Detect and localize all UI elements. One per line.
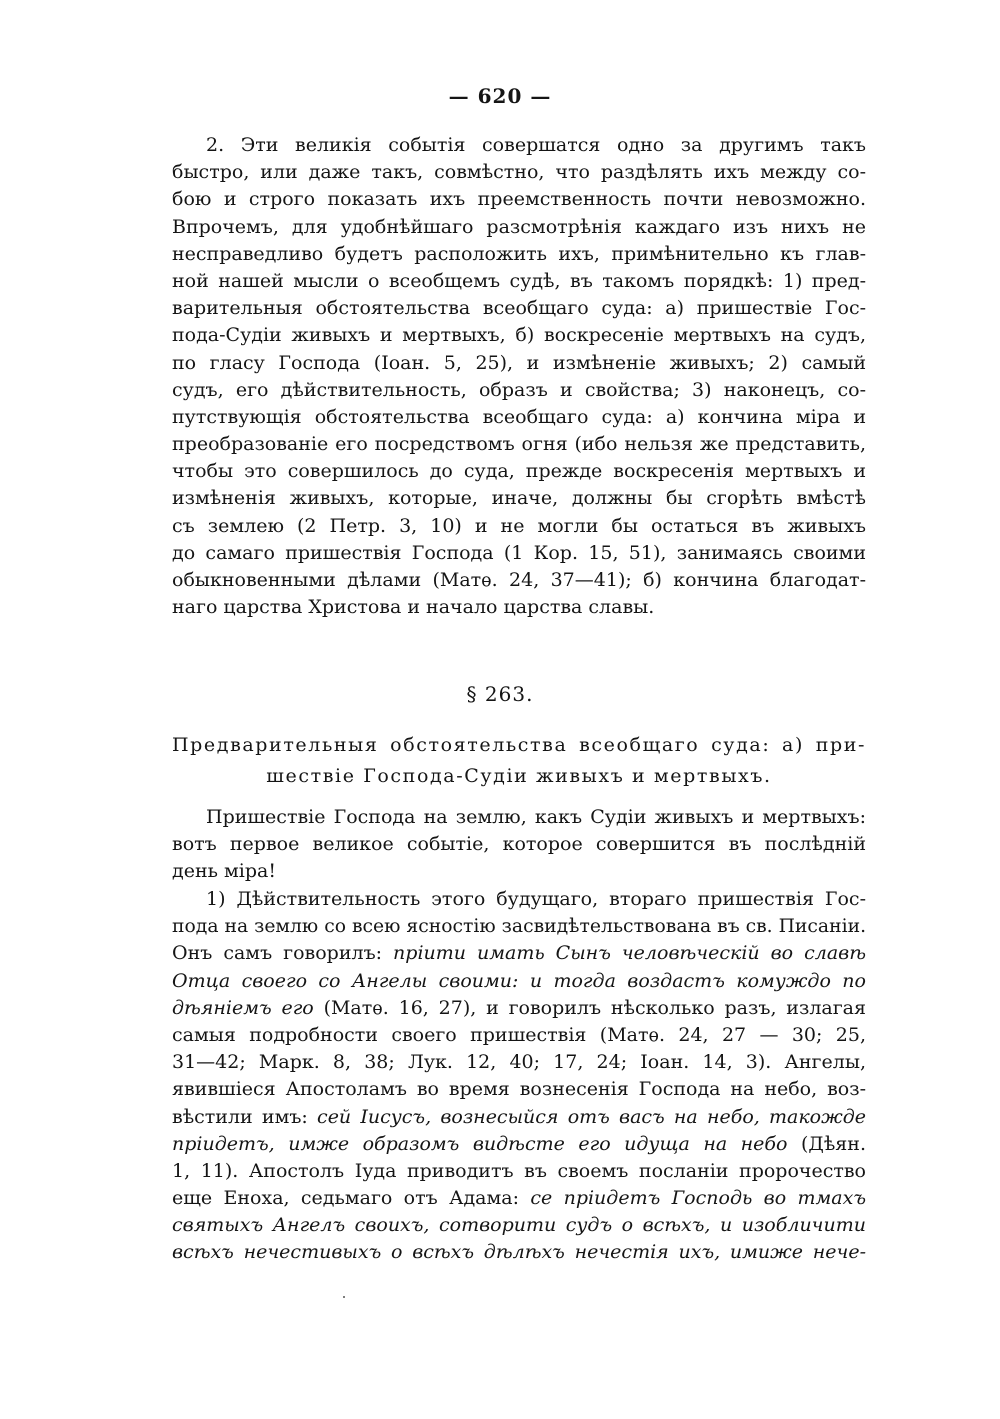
text-line: ной нашей мысли о всеобщемъ судѣ, въ такомъ порядкѣ: 1) пред- [172, 269, 866, 292]
text-line: по гласу Господа (Іоан. 5, 25), и измѣненіе живыхъ; 2) самый [172, 351, 866, 374]
scripture-quote: пріидетъ, имже образомъ видѣсте его идуща на небо [172, 1132, 788, 1155]
text-line: быстро, или даже такъ, совмѣстно, что раздѣлять ихъ между со- [172, 161, 866, 184]
text-run: вѣстили имъ: [172, 1105, 318, 1128]
text-line: преобразованіе его посредствомъ огня (ибо нельзя же представить, [172, 433, 866, 456]
text-line: пода-Судіи живыхъ и мертвыхъ, б) воскресеніе мертвыхъ на судъ, [172, 324, 866, 347]
paragraph-2 [172, 804, 866, 886]
scripture-quote: дѣяніемъ его [172, 996, 314, 1019]
scripture-quote: се пріидетъ Господь во тмахъ [530, 1187, 866, 1210]
text-line [172, 1185, 866, 1212]
text-line: варительныя обстоятельства всеобщаго суда: а) пришествіе Гос- [172, 297, 866, 320]
text-line: 31—42; Марк. 8, 38; Лук. 12, 40; 17, 24; Іоан. 14, 3). Ангелы, [172, 1051, 866, 1074]
text-line: наго царства Христова и начало царства славы. [172, 596, 655, 619]
text-line: судъ, его дѣйствительность, образъ и свойства; 3) наконецъ, со- [172, 378, 866, 401]
page-number: — 620 — [448, 84, 552, 108]
text-line: измѣненія живыхъ, которые, иначе, должны бы сгорѣть вмѣстѣ [172, 487, 866, 510]
text-run: Онъ самъ говорилъ: [172, 942, 394, 965]
text-run: еще Еноха, седьмаго отъ Адама: [172, 1187, 531, 1210]
text-line [172, 940, 866, 967]
paragraph-1 [172, 132, 866, 621]
heading-line: Предварительныя обстоятельства всеобщаго суда: а) при- [172, 734, 866, 756]
scripture-quote: сей Іисусъ, вознесыйся отъ васъ на небо, такожде [317, 1105, 867, 1128]
text-run: (Матѳ. 16, 27), и говорилъ нѣсколько разъ, излагая [313, 996, 866, 1019]
text-line: день міра! [172, 860, 276, 883]
text-line [172, 1131, 866, 1158]
text-line: вотъ первое великое событіе, которое совершится въ послѣдній [172, 833, 866, 856]
text-line: до самаго пришествія Господа (1 Кор. 15, 51), занимаясь своими [172, 541, 866, 564]
text-line: путствующія обстоятельства всеобщаго суда: а) кончина міра и [172, 405, 866, 428]
text-line: Впрочемъ, для удобнѣйшаго разсмотрѣнія каждаго изъ нихъ не [172, 215, 866, 238]
text-line: самыя подробности своего пришествія (Матѳ. 24, 27 — 30; 25, [172, 1023, 866, 1046]
ink-speck [343, 1296, 345, 1298]
text-run: (Дѣян. [787, 1132, 866, 1155]
scripture-quote: пріити имать Сынъ человѣческій во славѣ [393, 942, 866, 965]
scripture-quote: всѣхъ нечестивыхъ о всѣхъ дѣлѣхъ нечестія ихъ, имиже нече- [172, 1241, 866, 1264]
text-line: чтобы это совершилось до суда, прежде воскресенія мертвыхъ и [172, 460, 866, 483]
text-line: несправедливо будетъ расположить ихъ, примѣнительно къ глав- [172, 242, 866, 265]
text-line [172, 1104, 866, 1131]
section-number: § 263. [466, 682, 534, 706]
text-line: съ землею (2 Петр. 3, 10) и не могли бы остаться въ живыхъ [172, 514, 866, 537]
scripture-quote: Отца своего со Ангелы своими: и тогда воздастъ комуждо по [172, 969, 866, 992]
text-line: Пришествіе Господа на землю, какъ Судіи живыхъ и мертвыхъ: [206, 806, 866, 828]
text-line: бою и строго показать ихъ преемственность почти невозможно. [172, 188, 866, 211]
section-heading [172, 730, 866, 792]
text-line [172, 995, 866, 1022]
text-line: 2. Эти великія событія совершатся одно за другимъ такъ [206, 134, 866, 156]
paragraph-3 [172, 886, 866, 1267]
scripture-quote: святыхъ Ангелъ своихъ, сотворити судъ о всѣхъ, и изобличити [172, 1214, 866, 1237]
text-line: 1, 11). Апостолъ Іуда приводитъ въ своемъ посланіи пророчество [172, 1159, 866, 1182]
heading-line: шествіе Господа-Судіи живыхъ и мертвыхъ. [266, 765, 772, 787]
text-line: обыкновенными дѣлами (Матѳ. 24, 37—41); б) кончина благодат- [172, 569, 866, 591]
text-line: пода на землю со всею ясностію засвидѣтельствована въ св. Писаніи. [172, 916, 867, 938]
text-line: явившіеся Апостоламъ во время вознесенія Господа на небо, воз- [172, 1078, 866, 1101]
text-line: 1) Дѣйствительность этого будущаго, втораго пришествія Гос- [206, 888, 866, 910]
